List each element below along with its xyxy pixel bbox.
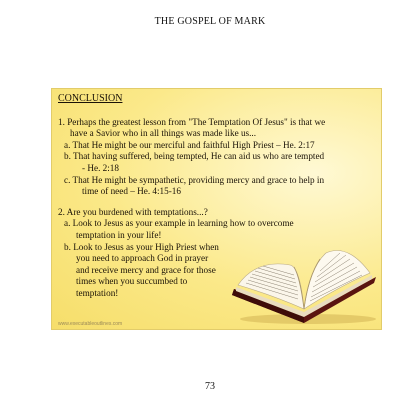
point-1a: a. That He might be our merciful and faithful High Priest – He. 2:17 xyxy=(64,139,315,150)
page-header: THE GOSPEL OF MARK xyxy=(154,16,266,27)
point-2a-cont: temptation in your life! xyxy=(76,229,162,240)
point-2b-cont-3: times when you succumbed to xyxy=(76,276,188,287)
point-1b-cont: - He. 2:18 xyxy=(82,162,119,173)
point-2b: b. Look to Jesus as your High Priest when xyxy=(64,241,219,252)
page-number: 73 xyxy=(205,381,215,392)
point-1b: b. That having suffered, being tempted, He can aid us who are tempted xyxy=(64,151,325,162)
point-2: 2. Are you burdened with temptations...? xyxy=(58,206,208,217)
point-1c: c. That He might be sympathetic, providing mercy and grace to help in xyxy=(64,174,325,185)
slide-title: CONCLUSION xyxy=(58,93,123,104)
point-2b-cont-4: temptation! xyxy=(76,287,119,298)
point-2a: a. Look to Jesus as your example in learning how to overcome xyxy=(64,218,294,229)
point-1c-cont: time of need – He. 4:15-16 xyxy=(82,186,181,197)
point-2b-cont-1: you need to approach God in prayer xyxy=(76,253,209,264)
point-1: 1. Perhaps the greatest lesson from "The Temptation Of Jesus" is that we xyxy=(58,116,326,127)
open-bible-icon xyxy=(228,237,380,327)
point-1-cont: have a Savior who in all things was made like us... xyxy=(70,128,257,139)
point-2b-cont-2: and receive mercy and grace for those xyxy=(76,264,216,275)
conclusion-slide xyxy=(51,88,382,330)
watermark-url: www.executableoutlines.com xyxy=(58,321,123,327)
